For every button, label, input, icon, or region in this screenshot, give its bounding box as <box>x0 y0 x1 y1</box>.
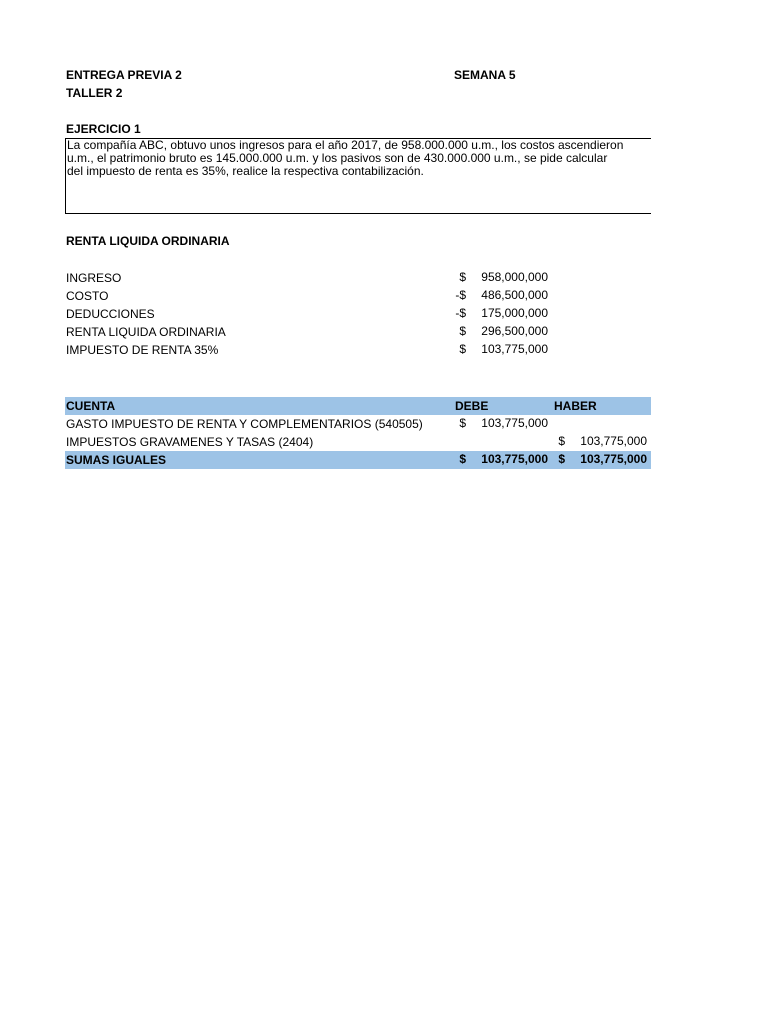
ledger-credit <box>551 416 647 434</box>
calc-row-label: DEDUCCIONES <box>66 307 155 321</box>
credit-amount: 103,775,000 <box>580 434 647 448</box>
calc-row-amount: 958,000,000 <box>481 270 548 284</box>
exercise-line-3: del impuesto de renta es 35%, realice la respectiva contabilización. <box>67 164 424 178</box>
debit-amount: 103,775,000 <box>481 416 548 430</box>
week-label: SEMANA 5 <box>454 68 516 82</box>
ledger-totals-debit <box>452 452 548 470</box>
currency-sign: -$ <box>455 306 466 320</box>
ledger-debit <box>452 416 548 434</box>
calc-row-value <box>452 288 548 306</box>
exercise-statement-box <box>65 138 665 214</box>
calc-row-amount: 103,775,000 <box>481 342 548 356</box>
ledger-header-account: CUENTA <box>66 399 116 413</box>
workshop-label: TALLER 2 <box>66 86 123 100</box>
ledger-credit <box>551 434 647 452</box>
currency-sign: $ <box>459 452 466 466</box>
currency-sign: $ <box>459 270 466 284</box>
exercise-line-1: La compañía ABC, obtuvo unos ingresos para el año 2017, de 958.000.000 u.m., los costos ascendieron <box>67 138 624 152</box>
calc-section-title: RENTA LIQUIDA ORDINARIA <box>66 234 230 248</box>
calc-row-label: RENTA LIQUIDA ORDINARIA <box>66 325 226 339</box>
exercise-line-2: u.m., el patrimonio bruto es 145.000.000 u.m. y los pasivos son de 430.000.000 u.m., se pide calcular <box>67 151 608 165</box>
calc-row-amount: 486,500,000 <box>481 288 548 302</box>
exercise-label: EJERCICIO 1 <box>66 122 141 136</box>
ledger-account: GASTO IMPUESTO DE RENTA Y COMPLEMENTARIOS (540505) <box>66 417 423 431</box>
calc-row-value <box>452 306 548 324</box>
calc-row-label: INGRESO <box>66 271 122 285</box>
totals-debit-amount: 103,775,000 <box>481 452 548 466</box>
ledger-totals-label: SUMAS IGUALES <box>66 453 167 467</box>
ledger-totals-credit <box>551 452 647 470</box>
totals-credit-amount: 103,775,000 <box>580 452 647 466</box>
calc-row-label: IMPUESTO DE RENTA 35% <box>66 343 219 357</box>
currency-sign: $ <box>459 416 466 430</box>
ledger-header-debit: DEBE <box>455 399 489 413</box>
page-margin <box>651 0 768 1024</box>
calc-row-value <box>452 270 548 288</box>
currency-sign: $ <box>459 342 466 356</box>
currency-sign: $ <box>558 452 565 466</box>
ledger-header-credit: HABER <box>554 399 597 413</box>
calc-row-label: COSTO <box>66 289 109 303</box>
calc-row-amount: 296,500,000 <box>481 324 548 338</box>
calc-row-amount: 175,000,000 <box>481 306 548 320</box>
currency-sign: -$ <box>455 288 466 302</box>
currency-sign: $ <box>459 324 466 338</box>
document-title: ENTREGA PREVIA 2 <box>66 68 182 82</box>
currency-sign: $ <box>558 434 565 448</box>
calc-row-value <box>452 324 548 342</box>
ledger-account: IMPUESTOS GRAVAMENES Y TASAS (2404) <box>66 435 314 449</box>
ledger-debit <box>452 434 548 452</box>
calc-row-value <box>452 342 548 360</box>
